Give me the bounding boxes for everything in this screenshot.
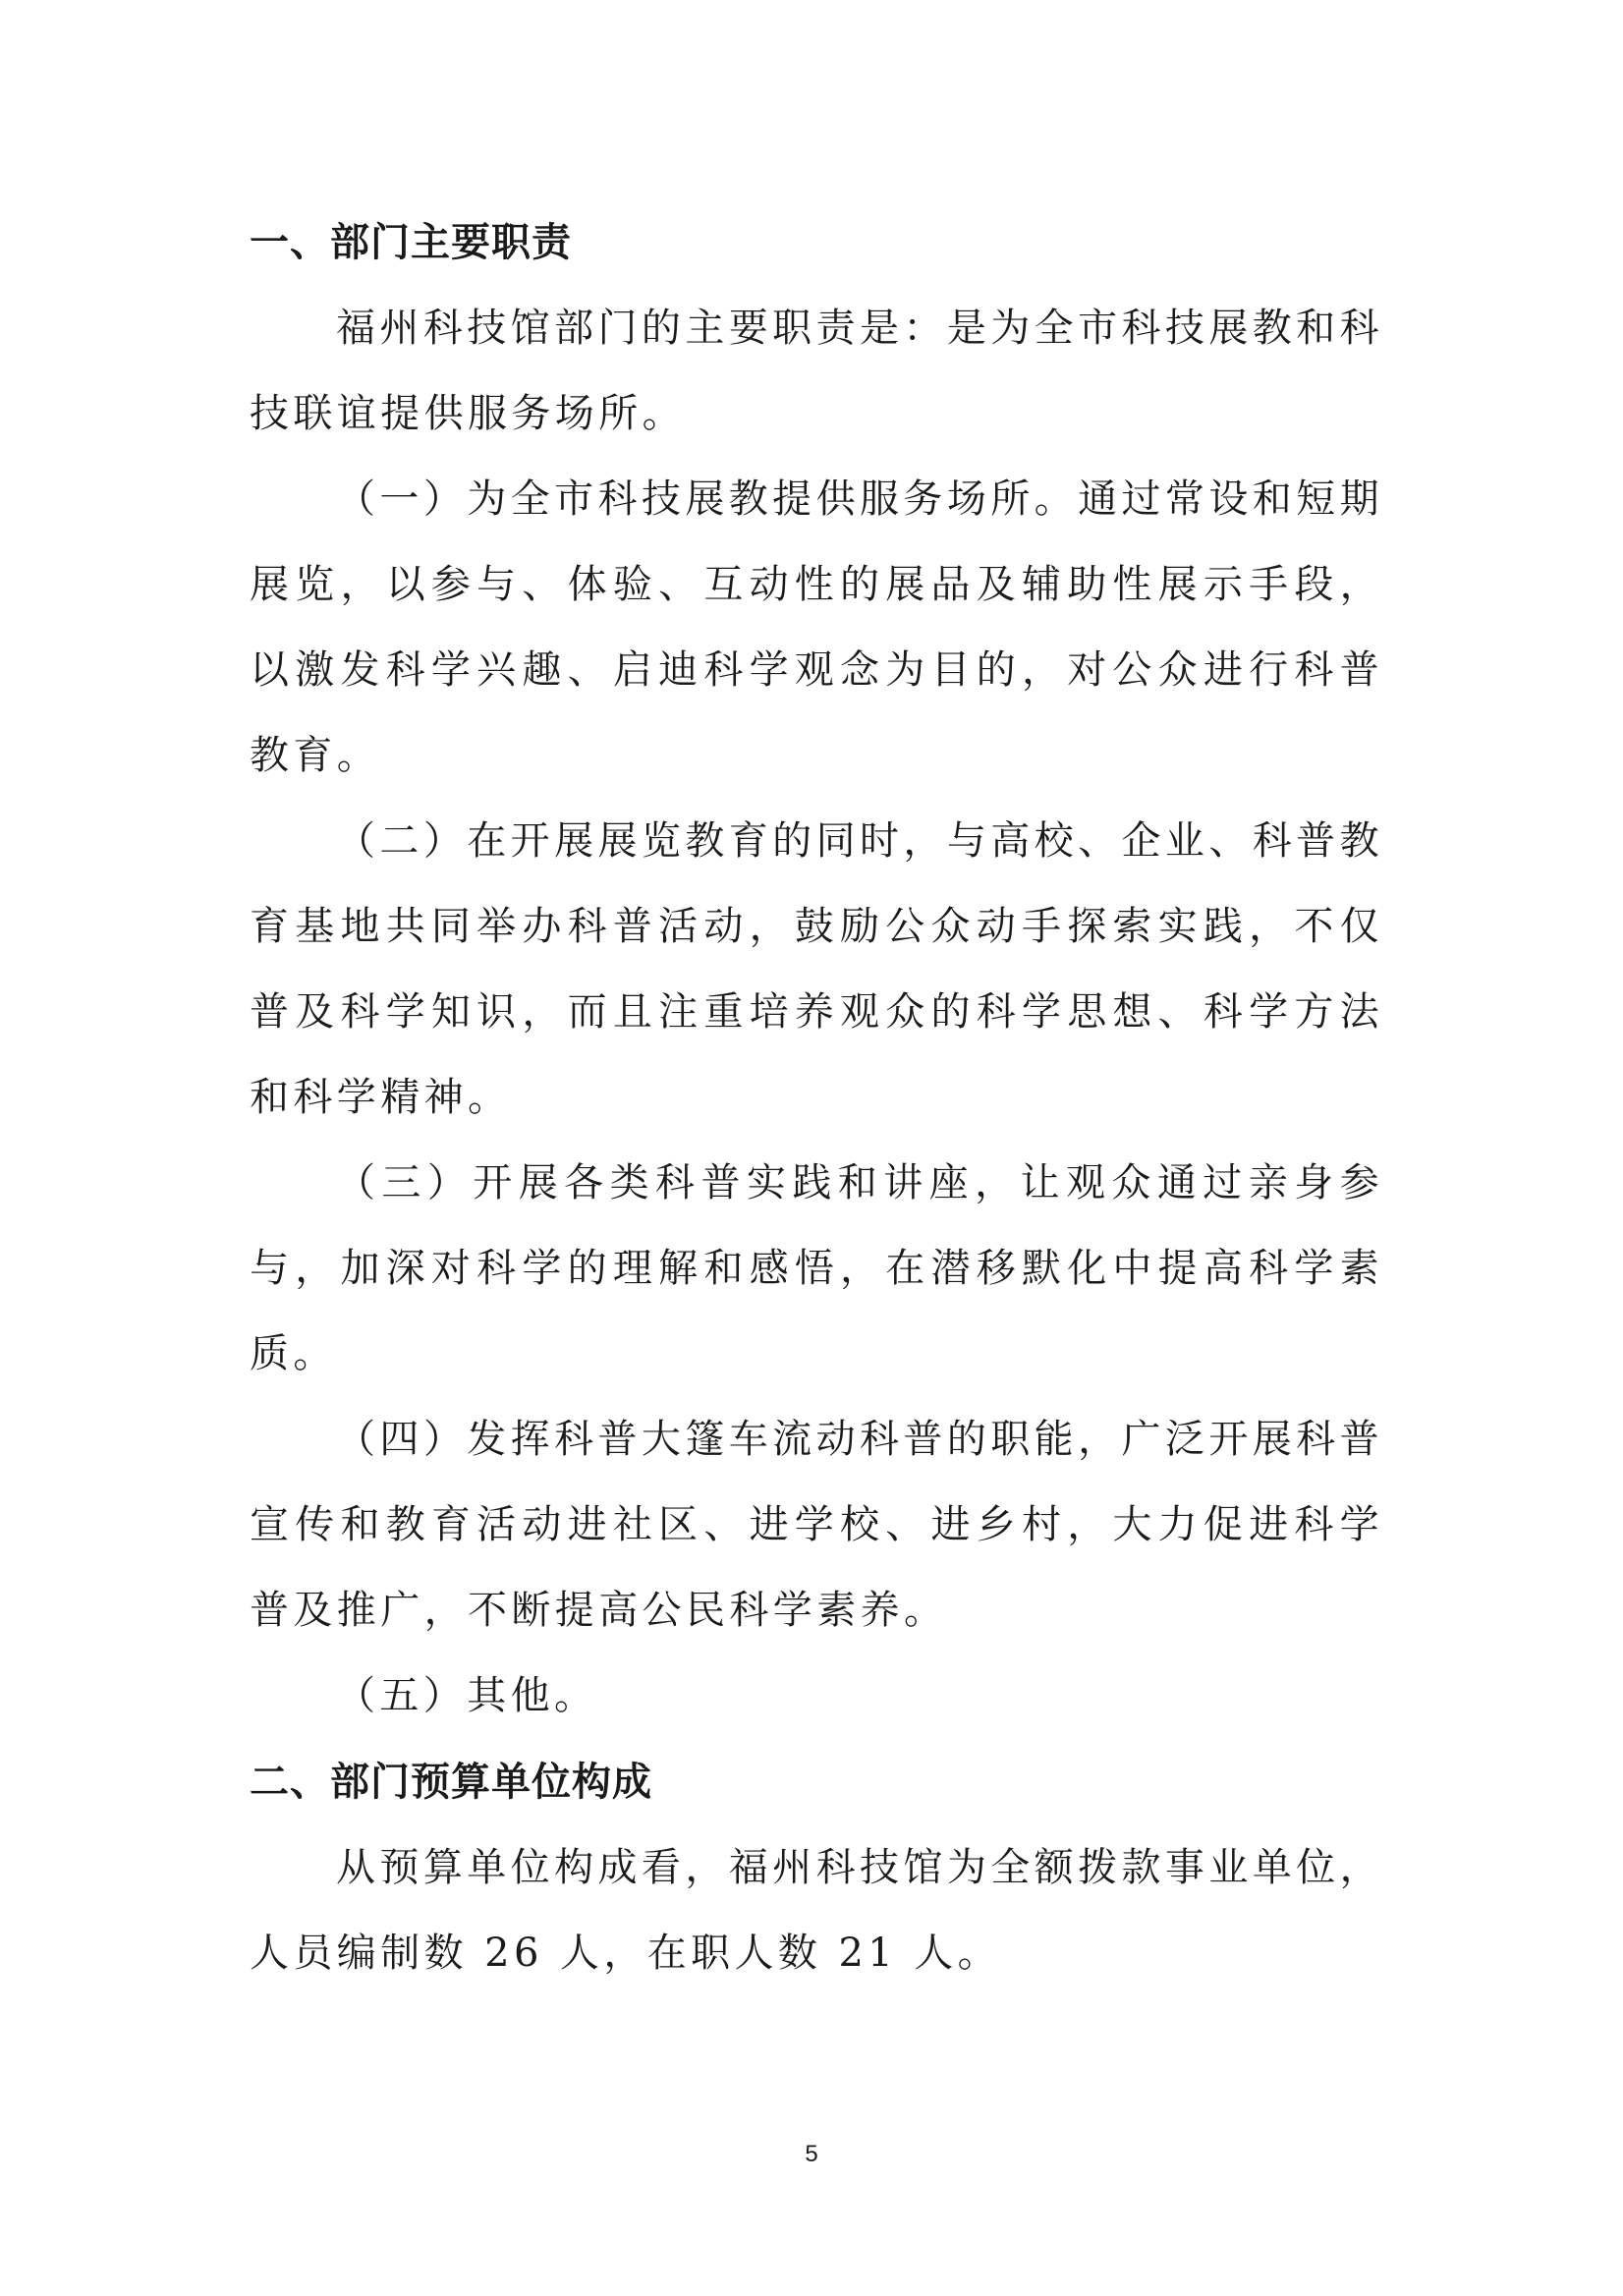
responsibility-item-4: （四）发挥科普大篷车流动科普的职能，广泛开展科普宣传和教育活动进社区、进学校、进乡村，大力促进科学普及推广，不断提高公民科学素养。 (250, 1417, 1383, 1633)
responsibility-item-1: （一）为全市科技展教提供服务场所。通过常设和短期展览，以参与、体验、互动性的展品及辅助性展示手段，以激发科学兴趣、启迪科学观念为目的，对公众进行科普教育。 (250, 476, 1383, 778)
section-heading-budget-units: 二、部门预算单位构成 (250, 1760, 652, 1805)
page-number: 5 (805, 2141, 818, 2167)
responsibilities-intro: 福州科技馆部门的主要职责是：是为全市科技展教和科技联谊提供服务场所。 (250, 306, 1383, 436)
document-body (250, 199, 1383, 1996)
budget-units-body: 从预算单位构成看，福州科技馆为全额拨款事业单位，人员编制数 26 人，在职人数 21 人。 (250, 1845, 1383, 1976)
section-heading-responsibilities: 一、部门主要职责 (250, 220, 572, 265)
responsibility-item-2: （二）在开展展览教育的同时，与高校、企业、科普教育基地共同举办科普活动，鼓励公众动手探索实践，不仅普及科学知识，而且注重培养观众的科学思想、科学方法和科学精神。 (250, 818, 1383, 1120)
responsibility-item-3: （三）开展各类科普实践和讲座，让观众通过亲身参与，加深对科学的理解和感悟，在潜移默化中提高科学素质。 (250, 1160, 1383, 1376)
responsibility-item-5: （五）其他。 (336, 1673, 598, 1718)
